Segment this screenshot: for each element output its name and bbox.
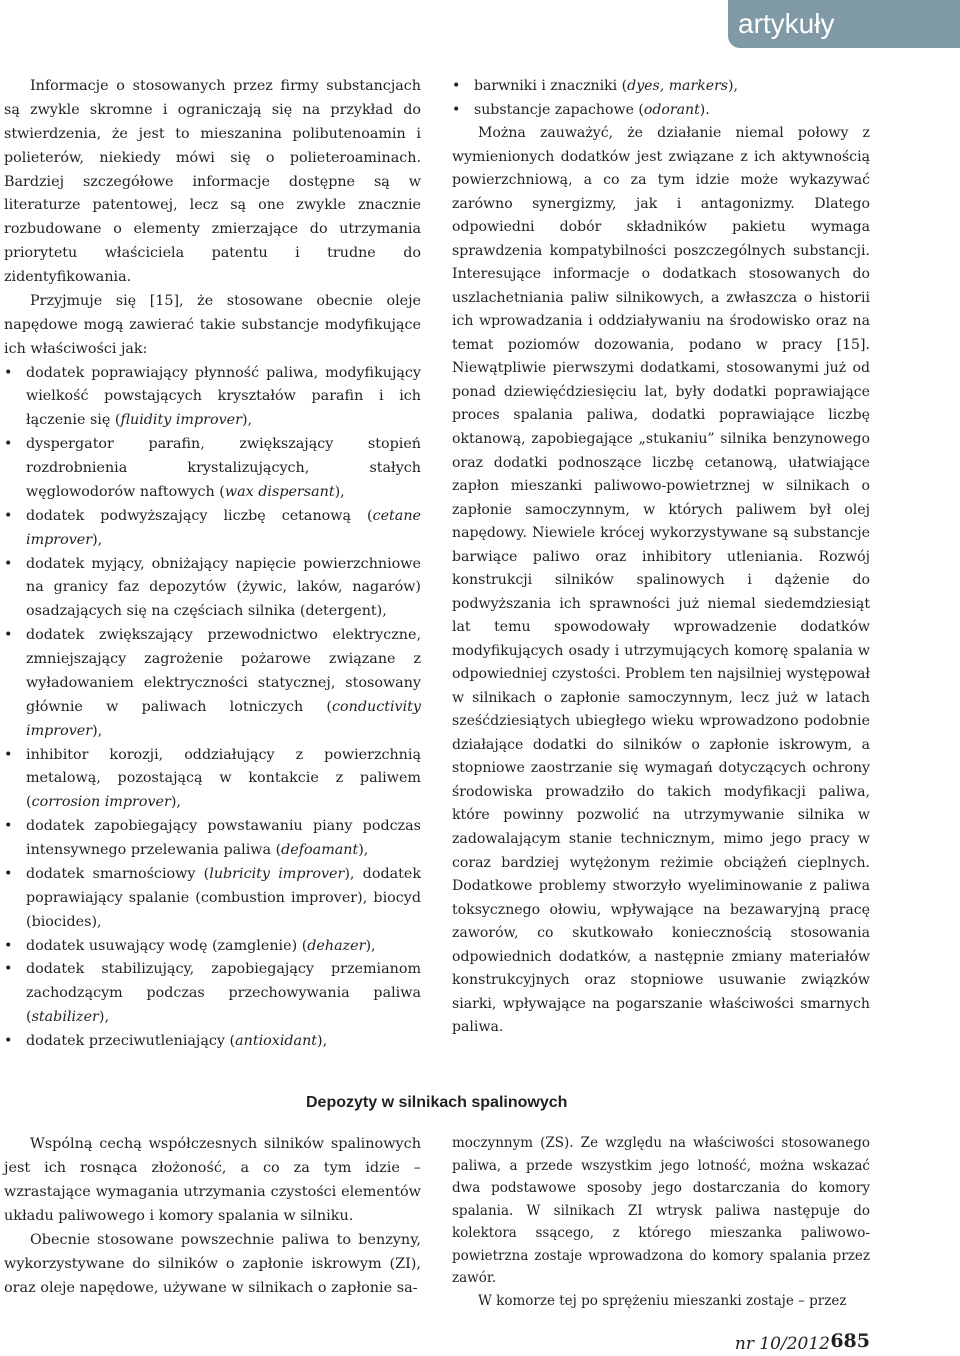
list-item: • dodatek podwyższający liczbę cetanową (cetane improver), bbox=[4, 505, 421, 553]
list-item: • dodatek przeciwutleniający (antioxidant), bbox=[4, 1030, 421, 1054]
section-heading: Depozyty w silnikach spalinowych bbox=[306, 1094, 568, 1111]
list-item: • substancje zapachowe (odorant). bbox=[452, 99, 870, 123]
list-item: • barwniki i znaczniki (dyes, markers), bbox=[452, 75, 870, 99]
left-column bbox=[4, 75, 421, 1054]
paragraph: Można zauważyć, że działanie niemal połowy z wymienionych dodatków jest związane z ich aktywnością powierzchniową, a co za tym idzie może wykazywać zarówno synergizmy, jak i antagonizmy. Dlatego odpowiedni dobór składników pakietu wymaga sprawdzenia kompatybilności poszczególnych substancji. Interesujące informacje o dodatkach stosowanych do uszlachetniania paliw silnikowych, a zwłaszcza o historii ich wprowadzania i oddziaływaniu na środowisko oraz na temat poziomów dozowania, podano w pracy [15]. Niewątpliwie pierwszymi dodatkami, stosowanymi już od ponad dziewięćdziesięciu lat, były dodatki poprawiające proces spalania paliwa, dodatki poprawiające liczbę oktanową, zapobiegające „stukaniu” silnika benzynowego oraz dodatki podnoszące liczbę cetanową, ułatwiające zapłon mieszanki paliwowo-powietrznej w silnikach o zapłonie samoczynnym, w których paliwem był olej napędowy. Niewiele krócej wykorzystywane są substancje barwiące paliwo oraz inhibitory utleniania. Rozwój konstrukcji silników spalinowych i dążenie do podwyższania ich sprawności już niemal siedemdziesiąt lat temu spowodowały wprowadzenie dodatków modyfikujących osady i utrzymujących komorę spalania w odpowiedniej czystości. Problem ten najsilniej występował w silnikach o zapłonie samoczynnym, lecz już w latach sześćdziesiątych ubiegłego wieku wprowadzono podobnie działające dodatki do silników o zapłonie iskrowym, a stopniowe zaostrzanie się wymagań dotyczących ochrony środowiska prowadziło do takich modyfikacji paliwa, które powinny pozwolić na utrzymywanie silnika w zadowalającym stanie technicznym, mimo jego pracy w coraz bardziej wytężonym reżimie obciążeń cieplnych. Dodatkowe problemy stworzyło wyeliminowanie z paliwa toksycznego ołowiu, wpływające na bezawaryjną pracę zaworów, co skutkowało koniecznością stosowania odpowiednich dodatków, a następnie zmiany materiałów konstrukcyjnych oraz stopniowe usuwanie związków siarki, wpływające na pogarszanie właściwości smarnych paliwa. bbox=[452, 125, 870, 1036]
additive-list bbox=[4, 362, 421, 1054]
paragraph: moczynnym (ZS). Ze względu na właściwości stosowanego paliwa, a przede wszystkim jego lotność, można wskazać dwa podstawowe sposoby jego dostarczania do komory spalania. W silnikach ZI wtrysk paliwa następuje do kolektora ssącego, z którego mieszanka paliwowo-powietrzna zostaje wprowadzona do komory spalania przez zawór. bbox=[452, 1135, 870, 1287]
bottom-left-column bbox=[4, 1132, 421, 1300]
section-tab-label: artykuły bbox=[738, 8, 835, 39]
page-number: 685 bbox=[830, 1330, 870, 1352]
list-item: • dodatek poprawiający płynność paliwa, modyfikujący wielkość powstających kryształów parafin i ich łączenie się (fluidity improver), bbox=[4, 362, 421, 434]
paragraph: Przyjmuje się [15], że stosowane obecnie oleje napędowe mogą zawierać takie substancje modyfikujące ich właściwości jak: bbox=[4, 292, 421, 357]
paragraph: Wspólną cechą współczesnych silników spalinowych jest ich rosnąca złożoność, a co za tym idzie – wzrastające wymagania utrzymania czystości elementów układu paliwowego i komory spalania w silniku. bbox=[4, 1136, 421, 1225]
paragraph: W komorze tej po sprężeniu mieszanki zostaje – przez bbox=[478, 1292, 847, 1309]
list-item: • dodatek smarnościowy (lubricity improver), dodatek poprawiający spalanie (combustion improver), biocyd (biocides), bbox=[4, 863, 421, 935]
right-column bbox=[452, 75, 870, 1040]
paragraph: Obecnie stosowane powszechnie paliwa to benzyny, wykorzystywane do silników o zapłonie iskrowym (ZI), oraz oleje napędowe, używane w silnikach o zapłonie sa- bbox=[4, 1232, 421, 1297]
additive-list-continued bbox=[452, 75, 870, 122]
list-item: • dodatek zwiększający przewodnictwo elektryczne, zmniejszający zagrożenie pożarowe związane z wyładowaniem elektryczności statycznej, stosowany głównie w paliwach lotniczych (conductivity improver), bbox=[4, 624, 421, 743]
issue-number: nr 10/2012 bbox=[734, 1334, 830, 1354]
list-item: • dodatek zapobiegający powstawaniu piany podczas intensywnego przelewania paliwa (defoamant), bbox=[4, 815, 421, 863]
list-item: • dodatek myjący, obniżający napięcie powierzchniowe na granicy faz depozytów (żywic, laków, nagarów) osadzających się na częściach silnika (detergent), bbox=[4, 553, 421, 625]
list-item: • dodatek stabilizujący, zapobiegający przemianom zachodzącym podczas przechowywania paliwa (stabilizer), bbox=[4, 958, 421, 1030]
list-item: • dodatek usuwający wodę (zamglenie) (dehazer), bbox=[4, 935, 421, 959]
bottom-right-column bbox=[452, 1132, 870, 1312]
list-item: • inhibitor korozji, oddziałujący z powierzchnią metalową, pozostającą w kontakcie z paliwem (corrosion improver), bbox=[4, 744, 421, 816]
paragraph: Informacje o stosowanych przez firmy substancjach są zwykle skromne i ograniczają się na przykład do stwierdzenia, że jest to mieszanina polibutenoamin i polieterów, niekiedy mówi się o polieteroaminach. Bardziej szczegółowe informacje dostępne są w literaturze patentowej, lecz są one zwykle znacznie rozbudowane o elementy zmierzające do utrzymania priorytetu właściciela patentu i trudne do zidentyfikowania. bbox=[4, 78, 421, 285]
list-item: • dyspergator parafin, zwiększający stopień rozdrobnienia krystalizujących, stałych węglowodorów naftowych (wax dispersant), bbox=[4, 433, 421, 505]
section-tab bbox=[728, 0, 960, 48]
